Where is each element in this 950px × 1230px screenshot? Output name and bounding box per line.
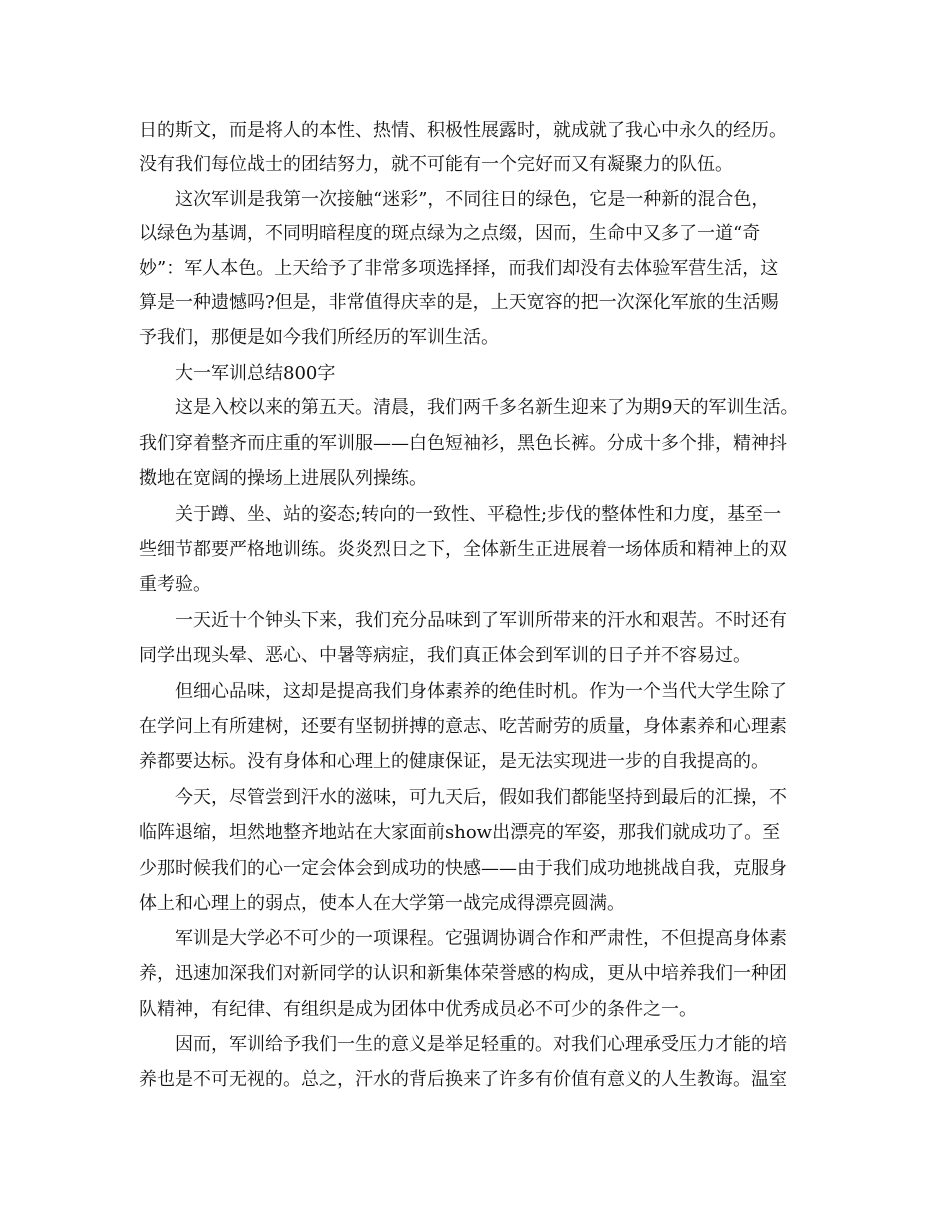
text-line: 予我们，那便是如今我们所经历的军训生活。	[139, 327, 499, 348]
text-line: 体上和心理上的弱点，使本人在大学第一战完成得漂亮圆满。	[139, 893, 625, 914]
text-line: 养也是不可无视的。总之，汗水的背后换来了许多有价值有意义的人生教诲。温室	[139, 1069, 787, 1090]
text-line: 这次军训是我第一次接触“迷彩”，不同往日的绿色，它是一种新的混合色，	[139, 189, 770, 210]
text-line: 擞地在宽阔的操场上进展队列操练。	[139, 468, 427, 489]
text-line: 养，迅速加深我们对新同学的认识和新集体荣誉感的构成，更从中培养我们一种团	[139, 963, 787, 984]
text-line: 妙”：军人本色。上天给予了非常多项选择择，而我们却没有去体验军营生活，这	[139, 258, 779, 279]
text-line: 关于蹲、坐、站的姿态;转向的一致性、平稳性;步伐的整体性和力度，基至一	[139, 504, 782, 525]
text-line: 没有我们每位战士的团结努力，就不可能有一个完好而又有凝聚力的队伍。	[139, 154, 733, 175]
text-line: 队精神，有纪律、有组织是成为团体中优秀成员必不可少的条件之一。	[139, 999, 697, 1020]
text-line: 少那时候我们的心一定会体会到成功的快感——由于我们成功地挑战自我，克服身	[139, 858, 787, 879]
text-line: 日的斯文，而是将人的本性、热情、积极性展露时，就成就了我心中永久的经历。	[139, 120, 787, 141]
text-line: 养都要达标。没有身体和心理上的健康保证，是无法实现进一步的自我提高的。	[139, 751, 769, 772]
text-line: 军训是大学必不可少的一项课程。它强调协调合作和严肃性，不但提高身体素	[139, 928, 787, 949]
text-line: 因而，军训给予我们一生的意义是举足轻重的。对我们心理承受压力才能的培	[139, 1034, 787, 1055]
text-line: 些细节都要严格地训练。炎炎烈日之下，全体新生正进展着一场体质和精神上的双	[139, 539, 787, 560]
text-line: 临阵退缩，坦然地整齐地站在大家面前show出漂亮的军姿，那我们就成功了。至	[139, 822, 781, 843]
text-line: 但细心品味，这却是提高我们身体素养的绝佳时机。作为一个当代大学生除了	[139, 681, 787, 702]
text-line: 算是一种遗憾吗?但是，非常值得庆幸的是，上天宽容的把一次深化军旅的生活赐	[139, 292, 779, 313]
text-line: 重考验。	[139, 574, 211, 595]
section-heading: 大一军训总结800字	[139, 363, 336, 384]
text-line: 以绿色为基调，不同明暗程度的斑点绿为之点缀，因而，生命中又多了一道“奇	[139, 223, 761, 244]
text-line: 这是入校以来的第五天。清晨，我们两千多名新生迎来了为期9天的军训生活。	[139, 397, 799, 418]
text-line: 同学出现头晕、恶心、中暑等病症，我们真正体会到军训的日子并不容易过。	[139, 645, 751, 666]
text-line: 一天近十个钟头下来，我们充分品味到了军训所带来的汗水和艰苦。不时还有	[139, 610, 787, 631]
text-line: 我们穿着整齐而庄重的军训服——白色短袖衫，黑色长裤。分成十多个排，精神抖	[139, 433, 787, 454]
text-line: 今天，尽管尝到汗水的滋味，可九天后，假如我们都能坚持到最后的汇操，不	[139, 787, 787, 808]
text-line: 在学问上有所建树，还要有坚韧拼搏的意志、吃苦耐劳的质量，身体素养和心理素	[139, 716, 787, 737]
